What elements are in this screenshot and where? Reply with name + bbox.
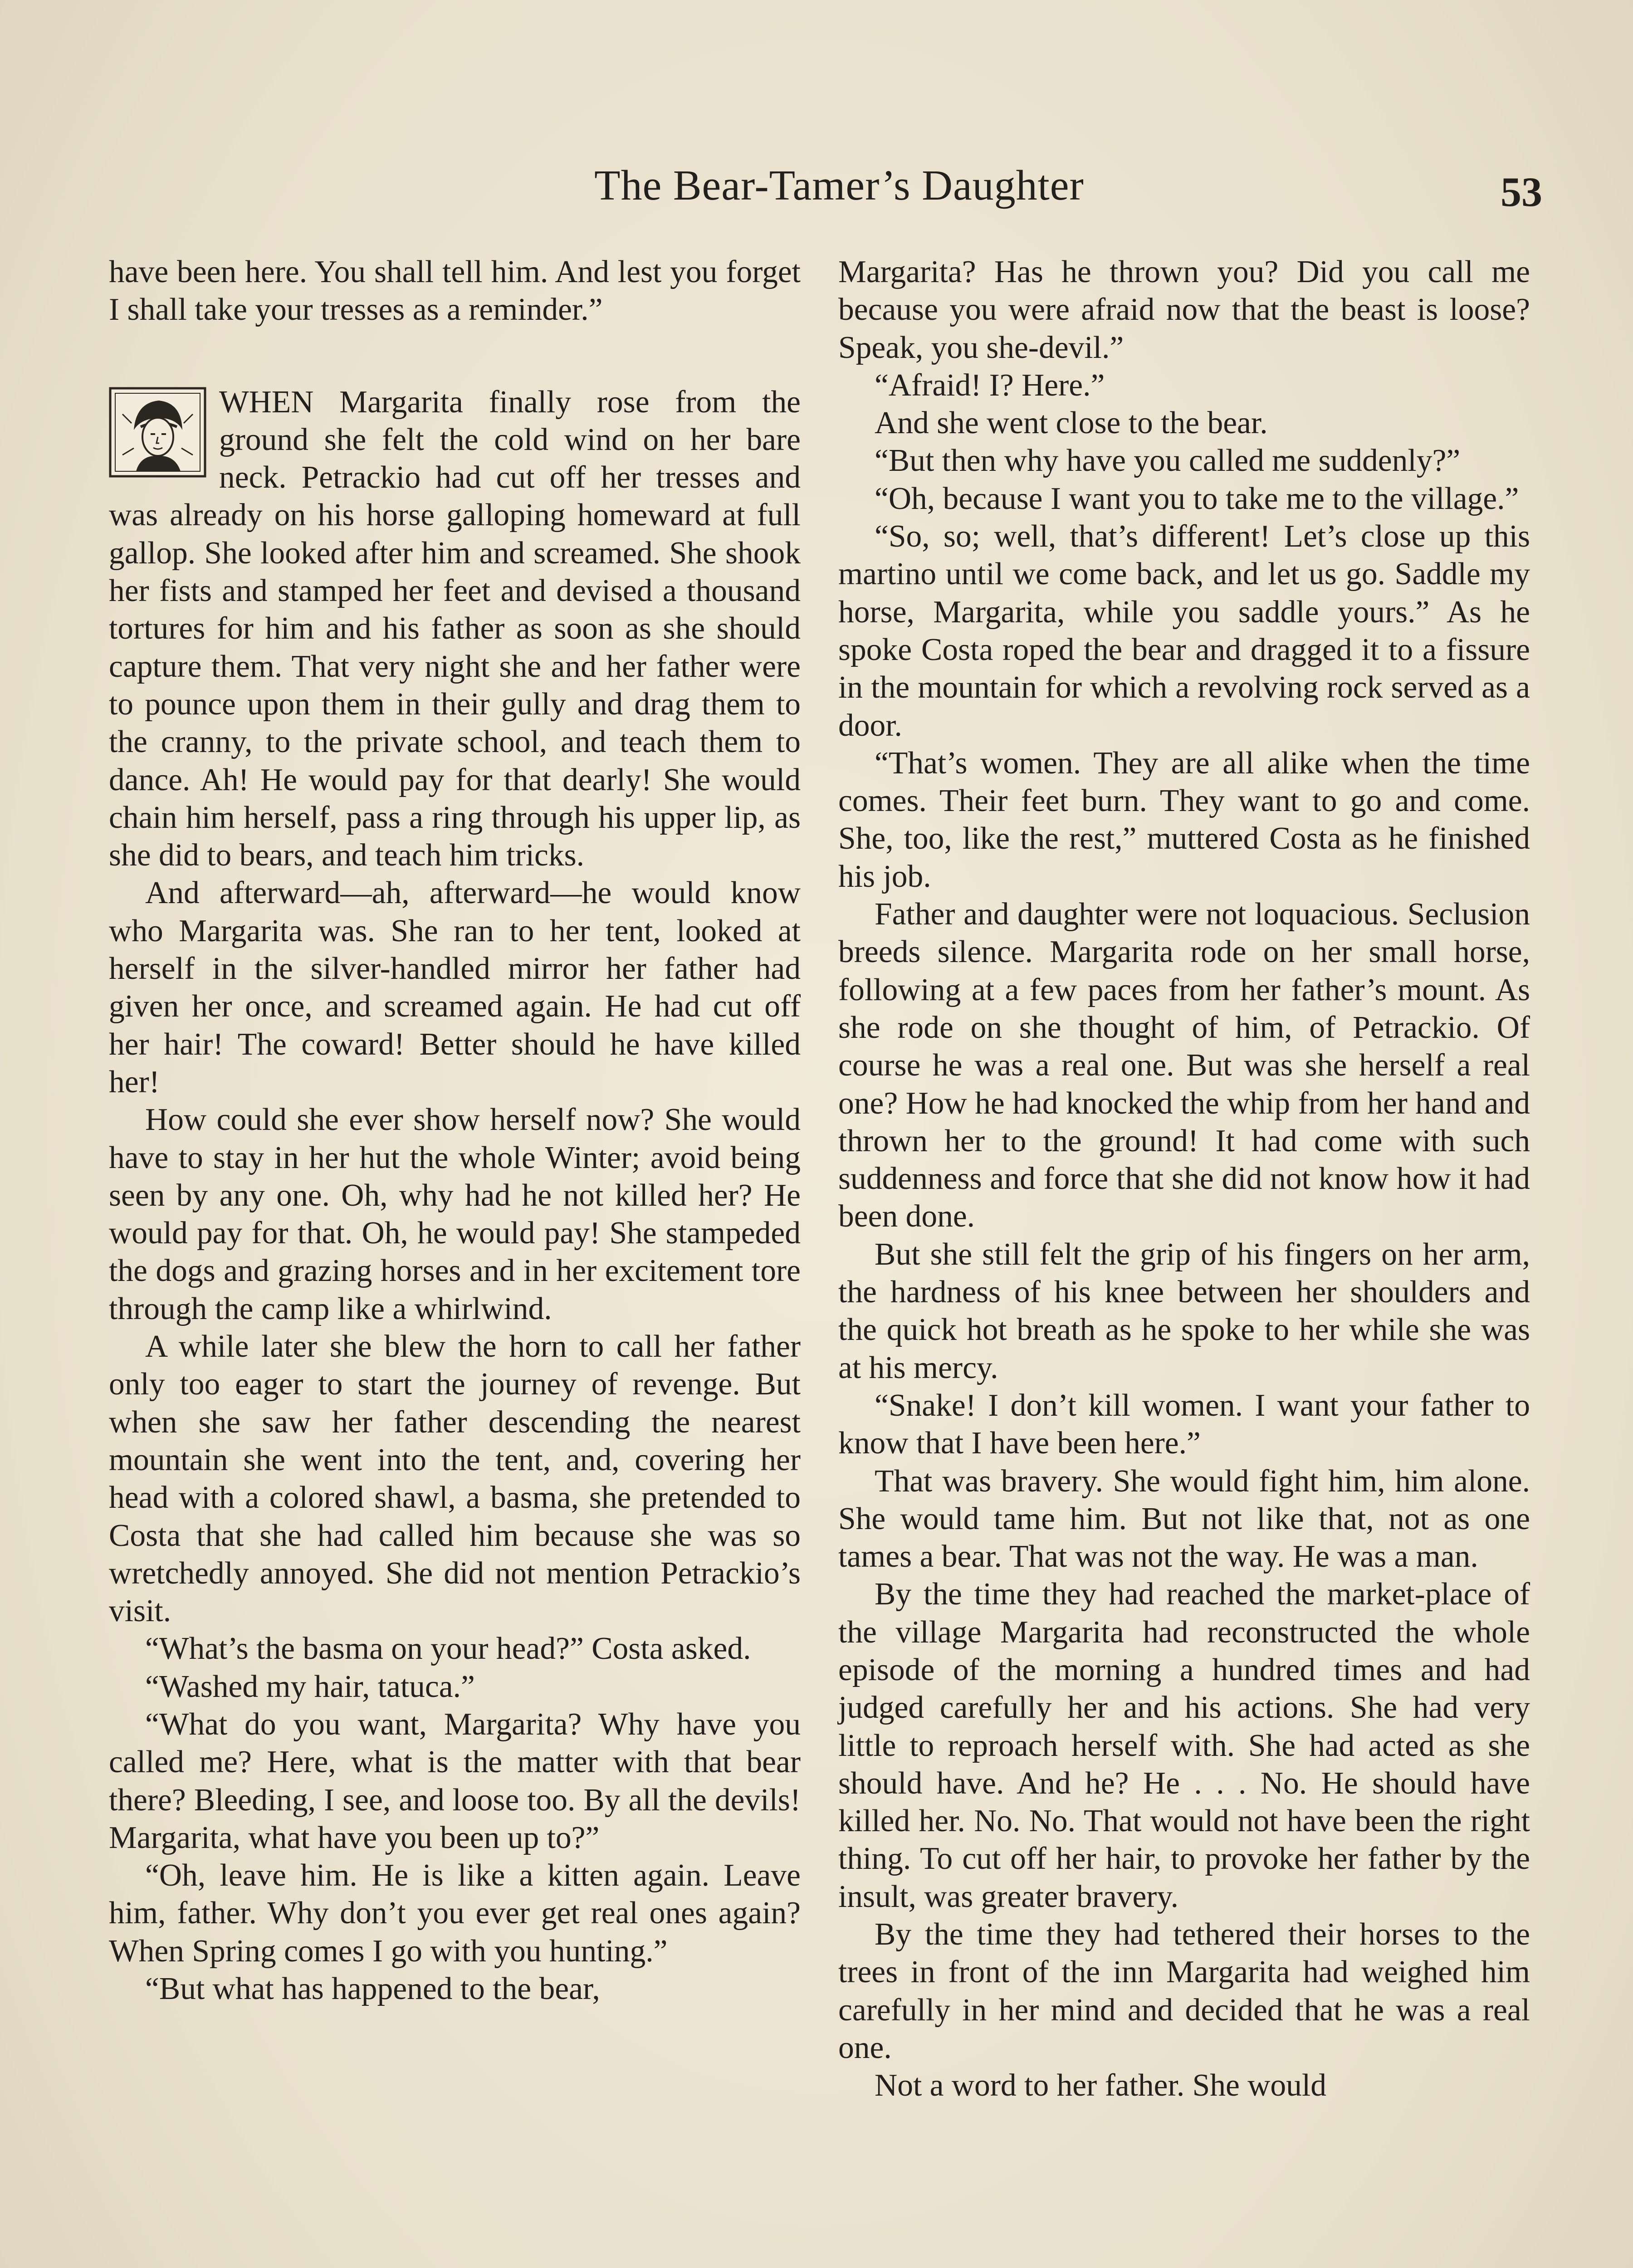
paragraph-with-dropcap	[109, 383, 801, 875]
paragraph: But she still felt the grip of his fingers on her arm, the hardness of his knee between her shoulders and the quick hot breath as he spoke to her while she was at his mercy.	[838, 1237, 1530, 1385]
paragraph: Not a word to her father. She would	[875, 2068, 1326, 2103]
page-number: 53	[1501, 169, 1542, 215]
paragraph-text: WHEN Margarita finally rose from the ground she felt the cold wind on her bare neck. Petrackio had cut off her tresses and was already on his horse galloping homeward at full gallop. She looked after him and screamed. She shook her fists and stamped her feet and devised a thousand tortures for him and his father as soon as she should capture them. That very night she and her father were to pounce upon them in their gully and drag them to the cranny, to the private school, and teach them to dance. Ah! He would pay for that dearly! She would chain him herself, pass a ring through his upper lip, as she did to bears, and teach him tricks.	[109, 384, 801, 873]
paragraph: “What do you want, Margarita? Why have you called me? Here, what is the matter with that bear there? Bleeding, I see, and loose too. By all the devils! Margarita, what have you been up to?”	[109, 1706, 801, 1855]
paragraph: How could she ever show herself now? She would have to stay in her hut the whole Winter; avoid being seen by any one. Oh, why had he not killed her? He would pay for that. Oh, he would pay! She stampeded the dogs and grazing horses and in her excitement tore through the camp like a whirlwind.	[109, 1102, 801, 1326]
right-column	[838, 253, 1530, 2105]
paragraph: And afterward—ah, afterward—he would know who Margarita was. She ran to her tent, looked at herself in the silver-handled mirror her father had given her once, and screamed again. He had cut off her hair! The coward! Better should he have killed her!	[109, 875, 801, 1100]
paragraph: By the time they had reached the market-place of the village Margarita had reconstructed the whole episode of the morning a hundred times and had judged carefully her and his actions. She had very little to reproach herself with. She had acted as she should have. And he? He . . . No. He should have killed her. No. No. That would not have been the right thing. To cut off her hair, to provoke her father by the insult, was greater bravery.	[838, 1577, 1530, 1914]
paragraph: By the time they had tethered their horses to the trees in front of the inn Margarita had weighed him carefully in her mind and decided that he was a real one.	[838, 1917, 1530, 2065]
paragraph: “What’s the basma on your head?” Costa asked.	[145, 1631, 751, 1667]
paragraph: “That’s women. They are all alike when the time comes. Their feet burn. They want to go and come. She, too, like the rest,” muttered Costa as he finished his job.	[838, 745, 1530, 894]
paragraph: “Oh, leave him. He is like a kitten again. Leave him, father. Why don’t you ever get real ones again? When Spring comes I go with you hunting.”	[109, 1858, 801, 1969]
paragraph: Father and daughter were not loquacious. Seclusion breeds silence. Margarita rode on her small horse, following at a few paces from her father’s mount. As she rode on she thought of him, of Petrackio. Of course he was a real one. But was she herself a real one? How he had knocked the whip from her hand and thrown her to the ground! It had come with such suddenness and force that she did not know how it had been done.	[838, 897, 1530, 1234]
paragraph: Margarita? Has he thrown you? Did you call me because you were afraid now that the beast is loose? Speak, you she-devil.”	[838, 254, 1530, 365]
running-title: The Bear-Tamer’s Daughter	[594, 162, 1084, 209]
paragraph: “Afraid! I? Here.”	[875, 367, 1105, 403]
paragraph: “Oh, because I want you to take me to the village.”	[875, 481, 1519, 516]
paragraph: “Washed my hair, tatuca.”	[145, 1669, 475, 1704]
paragraph: That was bravery. She would fight him, him alone. She would tame him. But not like that, not as one tames a bear. That was not the way. He was a man.	[838, 1463, 1530, 1574]
paragraph: “Snake! I don’t kill women. I want your father to know that I have been here.”	[838, 1388, 1530, 1461]
paragraph: have been here. You shall tell him. And lest you forget I shall take your tresses as a reminder.”	[109, 254, 801, 327]
paragraph: And she went close to the bear.	[875, 406, 1268, 441]
paragraph: A while later she blew the horn to call her father only too eager to start the journey of revenge. But when she saw her father descending the nearest mountain she went into the tent, and, covering her head with a colored shawl, a basma, she pretended to Costa that she had called him because she was so wretchedly annoyed. She did not mention Petrackio’s visit.	[109, 1329, 801, 1629]
paragraph: “But then why have you called me suddenly?”	[875, 443, 1461, 479]
paragraph: “So, so; well, that’s different! Let’s close up this martino until we come back, and let us go. Saddle my horse, Margarita, while you saddle yours.” As he spoke Costa roped the bear and dragged it to a fissure in the mountain for which a revolving rock served as a door.	[838, 519, 1530, 743]
paragraph: “But what has happened to the bear,	[145, 1971, 600, 2007]
woman-portrait-icon	[109, 387, 206, 478]
left-column	[109, 253, 801, 2008]
